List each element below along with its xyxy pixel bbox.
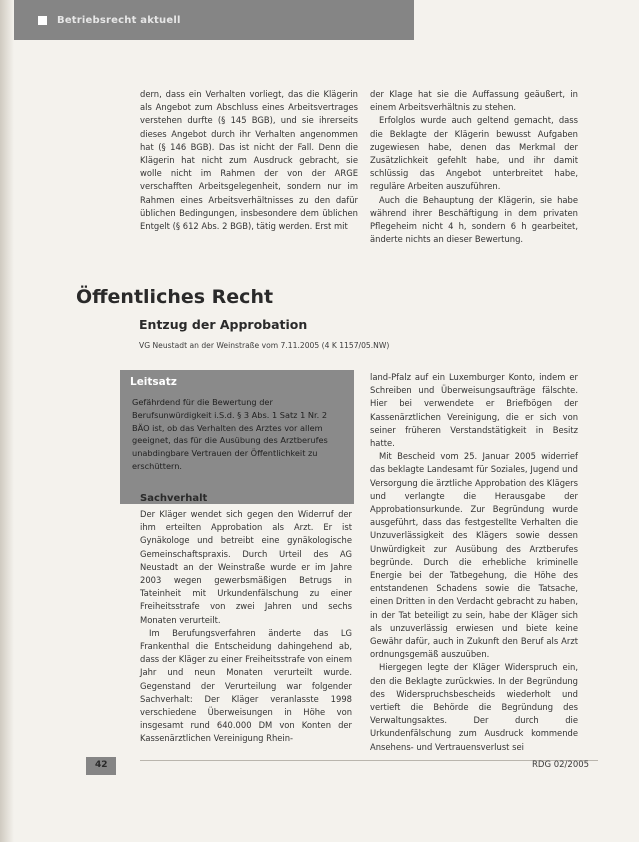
paragraph: Im Berufungsverfahren änderte das LG Frankenthal die Entscheidung dahingehend ab, dass der Kläger zu einer Freiheitsstrafe von einem Jahr und neun Monaten verurteilt wurde. Gegenstand der Verurteilung war folgender Sachverhalt: Der Kläger veranlasste 1998 verschiedene Überweisungen in Höhe von insgesamt rund 640.000 DM von Konten der Kassenärztlichen Vereinigung Rhein- — [140, 627, 352, 744]
top-right-column — [370, 88, 578, 246]
page-number: 42 — [95, 760, 108, 770]
article-citation: VG Neustadt an der Weinstraße vom 7.11.2005 (4 K 1157/05.NW) — [139, 341, 390, 350]
paragraph: Der Kläger wendet sich gegen den Widerruf der ihm erteilten Approbation als Arzt. Er ist Gynäkologe und betreibt eine gynäkologische Gemeinschaftspraxis. Durch Urteil des AG Neustadt an der Weinstraße wurde er im Jahre 2003 wegen gewerbsmäßigen Betrugs in Tateinheit mit Urkundenfälschung zu einer Freiheitsstrafe von zwei Jahren und sechs Monaten verurteilt. — [140, 509, 352, 625]
right-column — [370, 371, 578, 754]
header-label: Betriebsrecht aktuell — [57, 14, 181, 26]
paragraph: Hiergegen legte der Kläger Widerspruch ein, den die Beklagte zurückwies. In der Begründung des Widerspruchsbescheids wiederholt und vertieft die Behörde die Begründung des Verwaltungsaktes. Der durch die Urkundenfälschung zum Ausdruck kommende Ansehens- und Vertrauensverlust sei — [370, 662, 578, 752]
journal-issue: RDG 02/2005 — [532, 760, 590, 770]
paragraph: Mit Bescheid vom 25. Januar 2005 widerrief das beklagte Landesamt für Soziales, Jugend und Versorgung die ärztliche Approbation des Klägers und verlangte die Herausgabe der Approbationsurkunde. Zur Begründung wurde ausgeführt, dass das festgestellte Verhalten die Unzuverlässigkeit des Klägers sowie dessen Unwürdigkeit zur Ausübung des Arztberufes begründe. Durch die erhebliche kriminelle Energie bei der Tatbegehung, die Höhe des entstandenen Schadens sowie die Tatsache, einen Dritten in den Verdacht gebracht zu haben, in der Tat beteiligt zu sein, habe der Kläger sich als unzuverlässig erwiesen und biete keine Gewähr dafür, auch in Zukunft den Beruf als Arzt ordnungsgemäß auszuüben. — [370, 451, 578, 660]
header-bar — [14, 0, 414, 40]
paragraph: Erfolglos wurde auch geltend gemacht, dass die Beklagte der Klägerin bewusst Aufgaben zugewiesen habe, denen das Merkmal der Zusätzlichkeit gefehlt habe, und ihr damit schlüssig das Angebot unterbreitet habe, reguläre Arbeiten auszuführen. — [370, 115, 578, 192]
header-square-icon — [38, 16, 47, 25]
page-shadow — [0, 0, 14, 842]
leitsatz-text: Gefährdend für die Bewertung der Berufsunwürdigkeit i.S.d. § 3 Abs. 1 Satz 1 Nr. 2 BÄO ist, ob das Verhalten des Arztes vor allem geeignet, das für die Ausübung des Arztberufes unabdingbare Vertrauen der Öffentlichkeit zu erschüttern. — [132, 397, 328, 471]
section-title: Öffentliches Recht — [76, 286, 274, 308]
paragraph: Auch die Behauptung der Klägerin, sie habe während ihrer Beschäftigung in dem privaten Pflegeheim nicht 4 h, sondern 6 h gearbeitet, änderte nichts an dieser Bewertung. — [370, 194, 578, 245]
paragraph: der Klage hat sie die Auffassung geäußert, in einem Arbeitsverhältnis zu stehen. — [370, 89, 578, 113]
leitsatz-heading: Leitsatz — [130, 376, 177, 388]
left-column — [140, 508, 352, 746]
paragraph: land-Pfalz auf ein Luxemburger Konto, indem er Schreiben und Überweisungsaufträge fälschte. Hier bei verwendete er Briefbögen der Kassenärztlichen Vereinigung, die er sich von seiner früheren Verstandstätigkeit in Besitz hatte. — [370, 372, 578, 449]
footer-divider — [140, 760, 598, 761]
sachverhalt-heading: Sachverhalt — [140, 493, 208, 504]
article-title: Entzug der Approbation — [139, 317, 308, 332]
top-left-column — [140, 88, 358, 233]
paragraph: dern, dass ein Verhalten vorliegt, das die Klägerin als Angebot zum Abschluss eines Arbeitsvertrages verstehen durfte (§ 145 BGB), und sie ihrerseits dieses Angebot durch ihr Verhalten angenommen hat (§ 146 BGB). Das ist nicht der Fall. Denn die Klägerin hat nicht zum Ausdruck gebracht, sie wolle nicht im Rahmen der von der ARGE verschafften Arbeitsgelegenheit, sondern nur im Rahmen eines Arbeitsverhältnisses zu den dafür üblichen Bedingungen, insbesondere dem üblichen Entgelt (§ 612 Abs. 2 BGB), tätig werden. Erst mit — [140, 89, 358, 232]
